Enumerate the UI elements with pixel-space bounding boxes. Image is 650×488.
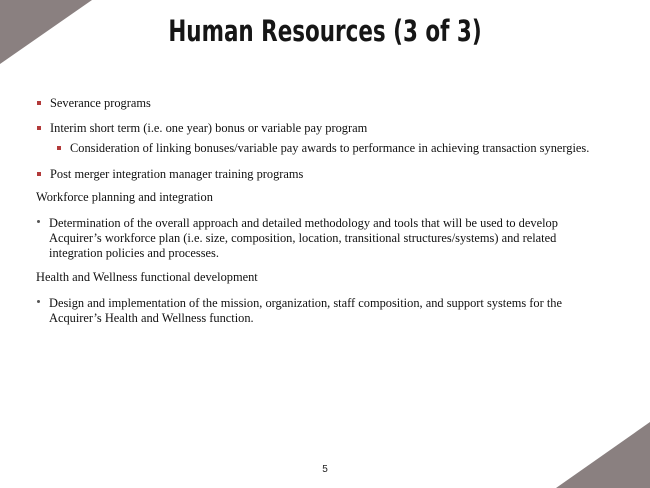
- round-bullet-icon: [37, 300, 40, 303]
- square-bullet-icon: [37, 172, 41, 176]
- slide-title: Human Resources (3 of 3): [168, 14, 482, 48]
- top-left-corner-decoration: [0, 0, 92, 64]
- bullet-text: Determination of the overall approach and detailed methodology and tools that will be used to develop Acquirer’s workforce plan (i.e. size, composition, location, transitional structures/systems) and related integration policies and processes.: [49, 216, 558, 260]
- bullet-text: Severance programs: [50, 96, 151, 110]
- bullet-text: Design and implementation of the mission, organization, staff composition, and support systems for the Acquirer’s Health and Wellness function.: [49, 296, 562, 325]
- round-bullet-icon: [37, 220, 40, 223]
- bullet-item: [36, 121, 611, 136]
- bullet-item: [36, 167, 611, 182]
- section-heading-workforce: Workforce planning and integration: [36, 190, 213, 204]
- sub-bullet-text: Consideration of linking bonuses/variable pay awards to performance in achieving transaction synergies.: [70, 141, 590, 155]
- square-bullet-icon: [57, 146, 61, 150]
- bottom-right-corner-decoration: [556, 422, 650, 488]
- square-bullet-icon: [37, 101, 41, 105]
- bullet-item: [36, 216, 611, 261]
- bullet-text: Interim short term (i.e. one year) bonus or variable pay program: [50, 121, 368, 135]
- square-bullet-icon: [37, 126, 41, 130]
- slide-body: [36, 96, 611, 326]
- sub-bullet-item: [36, 141, 611, 156]
- bullet-text: Post merger integration manager training programs: [50, 167, 304, 181]
- bullet-item: [36, 96, 611, 111]
- section-heading-health-wellness: Health and Wellness functional development: [36, 270, 258, 284]
- page-number: 5: [322, 464, 328, 475]
- bullet-item: [36, 296, 611, 326]
